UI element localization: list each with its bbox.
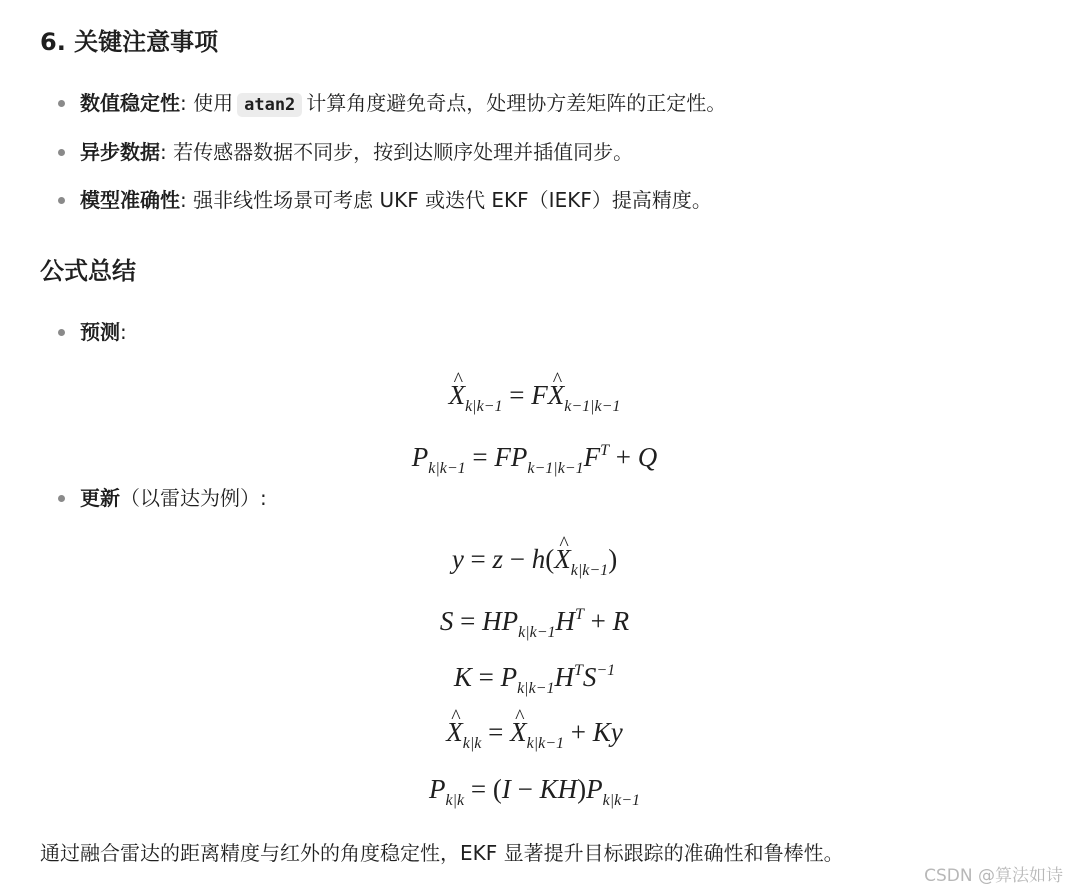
note-term: 数值稳定性 [80,91,180,115]
summary-heading: 公式总结 [40,257,136,285]
note-term: 异步数据 [80,140,160,164]
note-text: : 强非线性场景可考虑 UKF 或迭代 EKF（IEKF）提高精度。 [180,188,712,212]
formula-kalman-gain: $K = P_{k|k-1}H^TS^{-1}$ [453,662,616,697]
formula-state-update: ^ $X_{k|k}$ = ^ $X_{k|k-1} + Ky$ [0,715,1069,761]
bullet-dot [58,100,65,107]
bullet-dot [58,149,65,156]
update-suffix: （以雷达为例）: [120,486,267,510]
bullet-dot [58,495,65,502]
note-text: : 使用 [180,91,234,115]
formula-covariance-prediction: $P_{k|k-1} = FP_{k-1|k-1}F^T + Q$ [411,442,658,477]
formula-covariance-update: $P_{k|k} = (I - KH)P_{k|k-1}$ [429,774,640,809]
predict-suffix: : [120,320,127,344]
bullet-dot [58,329,65,336]
watermark: CSDN @算法如诗 [924,866,1063,886]
note-text: 计算角度避免奇点，处理协方差矩阵的正定性。 [306,91,727,115]
section-heading: 6. 关键注意事项 [40,28,219,56]
conclusion-paragraph: 通过融合雷达的距离精度与红外的角度稳定性，EKF 显著提升目标跟踪的准确性和鲁棒性。 [40,841,844,865]
formula-innovation-covariance: $S = HP_{k|k-1}H^T + R$ [439,606,630,641]
formula-innovation: y = z − h(^ $X_{k|k-1}$) [0,542,1069,588]
inline-code: atan2 [237,93,302,117]
bullet-dot [58,197,65,204]
predict-term: 预测 [80,320,120,344]
formula-state-prediction: ^ $X_{k|k-1}$ = F^ $X_{k-1|k-1}$ [0,378,1069,424]
note-text: : 若传感器数据不同步，按到达顺序处理并插值同步。 [160,140,634,164]
update-term: 更新 [80,486,120,510]
note-term: 模型准确性 [80,188,180,212]
